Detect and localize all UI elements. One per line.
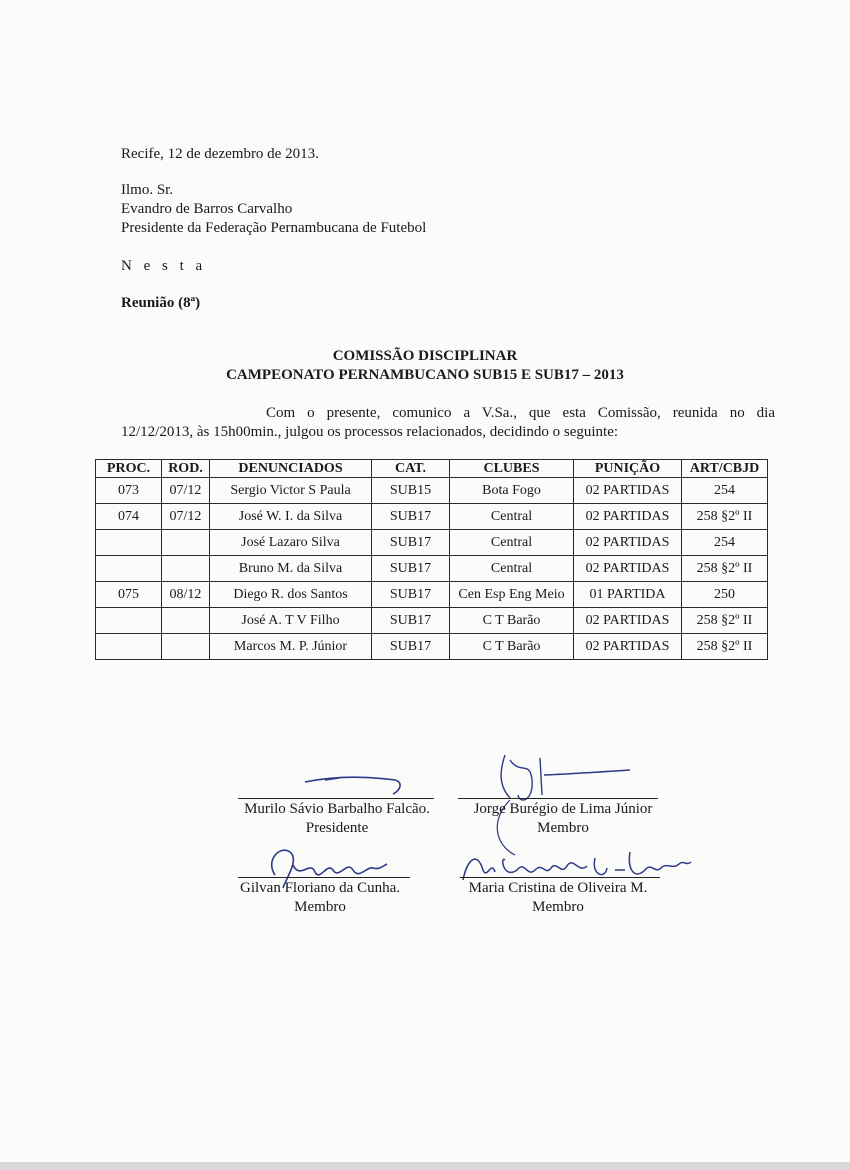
cell-denunciado: Bruno M. da Silva (210, 556, 372, 582)
cell-denunciado: José Lazaro Silva (210, 530, 372, 556)
cell-art: 258 §2º II (682, 556, 768, 582)
signature-line-3 (238, 877, 410, 878)
col-header-punicao: PUNIÇÃO (574, 460, 682, 478)
intro-line-2: 12/12/2013, às 15h00min., julgou os processos relacionados, decidindo o seguinte: (121, 424, 619, 440)
cell-denunciado: Diego R. dos Santos (210, 582, 372, 608)
cell-punicao: 02 PARTIDAS (574, 608, 682, 634)
signatory-name-3: Gilvan Floriano da Cunha. (240, 880, 400, 896)
recipient-title: Presidente da Federação Pernambucana de Futebol (121, 220, 427, 236)
process-table (95, 459, 768, 660)
cell-rod (162, 634, 210, 660)
nesta: N e s t a (121, 258, 207, 274)
cell-art: 254 (682, 530, 768, 556)
salutation: Ilmo. Sr. (121, 182, 174, 198)
table-row (96, 530, 768, 556)
cell-punicao: 02 PARTIDAS (574, 478, 682, 504)
cell-rod (162, 530, 210, 556)
cell-rod: 07/12 (162, 504, 210, 530)
cell-punicao: 02 PARTIDAS (574, 530, 682, 556)
table-row (96, 582, 768, 608)
signature-line-2 (458, 798, 658, 799)
col-header-cat: CAT. (372, 460, 450, 478)
cell-art: 258 §2º II (682, 504, 768, 530)
signatory-role-3: Membro (294, 899, 346, 915)
cell-rod (162, 608, 210, 634)
cell-denunciado: Sergio Victor S Paula (210, 478, 372, 504)
cell-clube: Cen Esp Eng Meio (450, 582, 574, 608)
signature-line-4 (460, 877, 660, 878)
cell-art: 254 (682, 478, 768, 504)
cell-rod: 08/12 (162, 582, 210, 608)
cell-clube: C T Barão (450, 608, 574, 634)
table-row (96, 634, 768, 660)
championship-title: CAMPEONATO PERNAMBUCANO SUB15 E SUB17 – 2013 (226, 367, 624, 383)
cell-clube: Central (450, 530, 574, 556)
cell-cat: SUB17 (372, 608, 450, 634)
signatory-name-1: Murilo Sávio Barbalho Falcão. (244, 801, 430, 817)
table-header-row (96, 460, 768, 478)
col-header-rod: ROD. (162, 460, 210, 478)
cell-art: 258 §2º II (682, 634, 768, 660)
cell-cat: SUB17 (372, 504, 450, 530)
table-row (96, 556, 768, 582)
cell-rod (162, 556, 210, 582)
signatory-role-1: Presidente (305, 820, 369, 836)
cell-cat: SUB17 (372, 556, 450, 582)
col-header-clubes: CLUBES (450, 460, 574, 478)
cell-punicao: 02 PARTIDAS (574, 556, 682, 582)
cell-proc (96, 634, 162, 660)
recipient-name: Evandro de Barros Carvalho (121, 201, 293, 217)
meeting-number: Reunião (8ª) (121, 295, 201, 311)
cell-clube: Central (450, 504, 574, 530)
cell-punicao: 01 PARTIDA (574, 582, 682, 608)
cell-proc (96, 530, 162, 556)
signatory-role-2: Membro (537, 820, 589, 836)
cell-art: 250 (682, 582, 768, 608)
cell-proc: 074 (96, 504, 162, 530)
cell-proc: 073 (96, 478, 162, 504)
commission-title: COMISSÃO DISCIPLINAR (332, 348, 518, 364)
col-header-proc: PROC. (96, 460, 162, 478)
cell-clube: Central (450, 556, 574, 582)
cell-rod: 07/12 (162, 478, 210, 504)
place-date: Recife, 12 de dezembro de 2013. (121, 146, 319, 162)
cell-denunciado: José A. T V Filho (210, 608, 372, 634)
cell-cat: SUB17 (372, 530, 450, 556)
cell-denunciado: Marcos M. P. Júnior (210, 634, 372, 660)
col-header-denunciados: DENUNCIADOS (210, 460, 372, 478)
signature-line-1 (238, 798, 434, 799)
cell-art: 258 §2º II (682, 608, 768, 634)
signatory-name-4: Maria Cristina de Oliveira M. (468, 880, 648, 896)
cell-cat: SUB17 (372, 582, 450, 608)
table-row (96, 608, 768, 634)
col-header-art: ART/CBJD (682, 460, 768, 478)
cell-proc: 075 (96, 582, 162, 608)
cell-clube: Bota Fogo (450, 478, 574, 504)
cell-cat: SUB17 (372, 634, 450, 660)
table-row (96, 504, 768, 530)
signatory-role-4: Membro (532, 899, 584, 915)
cell-punicao: 02 PARTIDAS (574, 634, 682, 660)
signatory-name-2: Jorge Burégio de Lima Júnior (473, 801, 653, 817)
scan-bottom-edge (0, 1162, 850, 1170)
cell-cat: SUB15 (372, 478, 450, 504)
cell-proc (96, 608, 162, 634)
table-row (96, 478, 768, 504)
signature-scribble-1 (295, 770, 415, 800)
cell-clube: C T Barão (450, 634, 574, 660)
cell-proc (96, 556, 162, 582)
intro-line-1: Com o presente, comunico a V.Sa., que esta Comissão, reunida no dia (266, 405, 775, 421)
cell-denunciado: José W. I. da Silva (210, 504, 372, 530)
cell-punicao: 02 PARTIDAS (574, 504, 682, 530)
